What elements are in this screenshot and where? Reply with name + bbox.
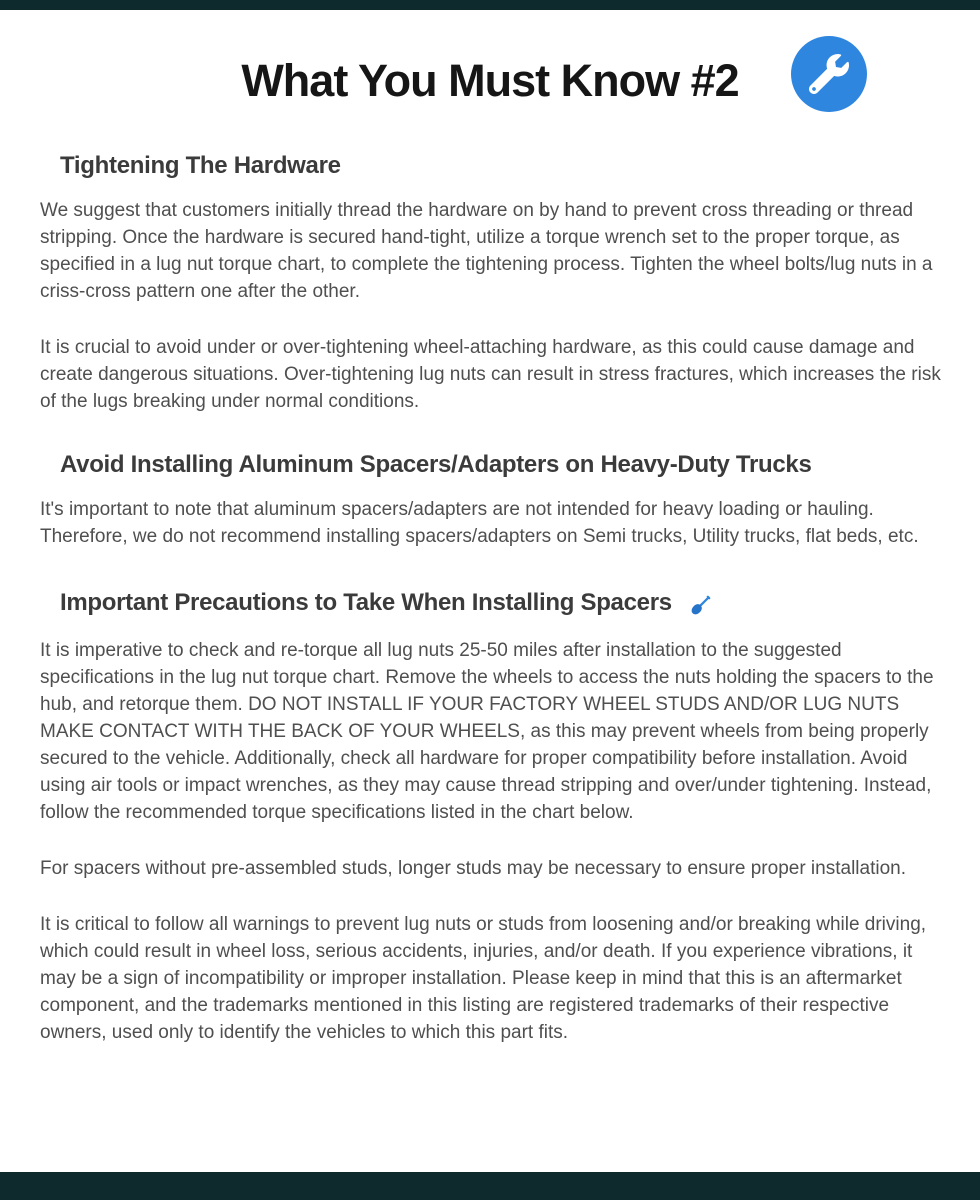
section-heading (60, 586, 944, 620)
section-heading (60, 152, 944, 180)
page-header (0, 38, 980, 124)
section-aluminum-spacers (36, 451, 944, 550)
top-bar (0, 0, 980, 10)
section-title: Important Precautions to Take When Installing Spacers (60, 589, 672, 616)
section-precautions (36, 586, 944, 1046)
paragraph: It's important to note that aluminum spacers/adapters are not intended for heavy loading or hauling. Therefore, we do not recommend installing spacers/adapters on Semi trucks, Utility trucks, flat beds, etc. (40, 499, 919, 547)
section-title: Avoid Installing Aluminum Spacers/Adapters on Heavy-Duty Trucks (60, 451, 812, 478)
section-tightening-hardware (36, 152, 944, 415)
content (0, 152, 980, 1046)
paragraph: It is crucial to avoid under or over-tightening wheel-attaching hardware, as this could cause damage and create dangerous situations. Over-tightening lug nuts can result in stress fractures, which increases the risk of the lugs breaking under normal conditions. (40, 337, 941, 412)
wrench-icon (791, 36, 867, 112)
page-title: What You Must Know #2 (241, 55, 739, 106)
screwdriver-icon (686, 590, 716, 620)
paragraph: It is critical to follow all warnings to prevent lug nuts or studs from loosening and/or breaking while driving, which could result in wheel loss, serious accidents, injuries, and/or death. If you experience vibrations, it may be a sign of incompatibility or improper installation. Please keep in mind that this is an aftermarket component, and the trademarks mentioned in this listing are registered trademarks of their respective owners, used only to identify the vehicles to which this part fits. (40, 914, 927, 1043)
paragraph: We suggest that customers initially thread the hardware on by hand to prevent cross threading or thread stripping. Once the hardware is secured hand-tight, utilize a torque wrench set to the proper torque, as specified in a lug nut torque chart, to complete the tightening process. Tighten the wheel bolts/lug nuts in a criss-cross pattern one after the other. (40, 200, 933, 302)
paragraph: It is imperative to check and re-torque all lug nuts 25-50 miles after installation to the suggested specifications in the lug nut torque chart. Remove the wheels to access the nuts holding the spacers to the hub, and retorque them. DO NOT INSTALL IF YOUR FACTORY WHEEL STUDS AND/OR LUG NUTS MAKE CONTACT WITH THE BACK OF YOUR WHEELS, as this may prevent wheels from being properly secured to the vehicle. Additionally, check all hardware for proper compatibility before installation. Avoid using air tools or impact wrenches, as they may cause thread stripping and over/under tightening. Instead, follow the recommended torque specifications listed in the chart below. (40, 640, 934, 823)
section-heading (60, 451, 944, 479)
bottom-bar (0, 1172, 980, 1200)
paragraph: For spacers without pre-assembled studs, longer studs may be necessary to ensure proper installation. (40, 858, 906, 879)
section-title: Tightening The Hardware (60, 152, 341, 179)
